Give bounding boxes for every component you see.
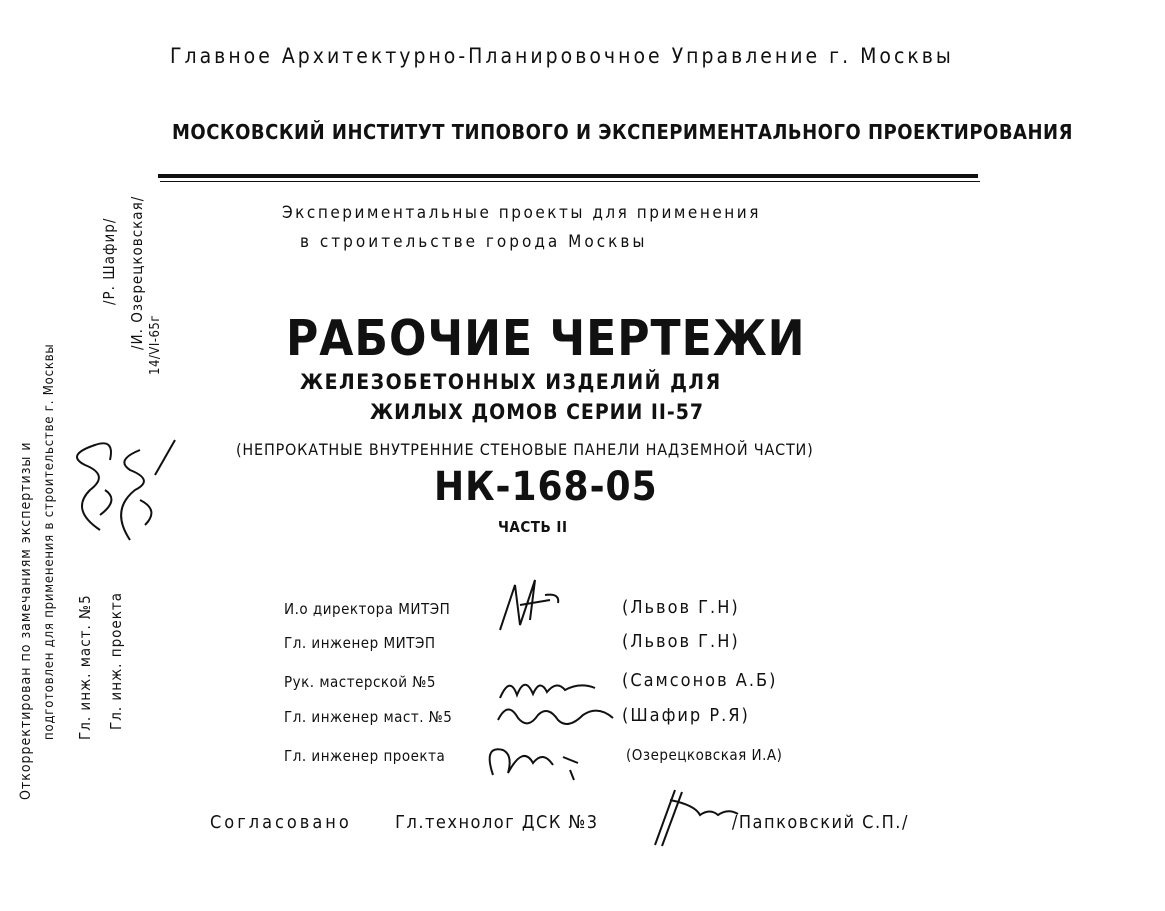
signature-scribble-margin-2 — [100, 430, 180, 550]
signature-scribble-approval — [640, 780, 750, 850]
signature-role: И.о директора МИТЭП — [284, 600, 451, 618]
title-parenthetical: (НЕПРОКАТНЫЕ ВНУТРЕННИЕ СТЕНОВЫЕ ПАНЕЛИ НАДЗЕМНОЙ ЧАСТИ) — [236, 440, 814, 459]
margin-note-5: /Р. Шафир/ — [100, 217, 118, 305]
signature-name: (Озерецковская И.А) — [626, 746, 783, 764]
header-rule-thin — [160, 181, 980, 182]
signature-name: (Львов Г.Н) — [622, 631, 740, 652]
approval-name: /Папковский С.П./ — [731, 812, 909, 833]
experimental-line-1: Экспериментальные проекты для применения — [282, 203, 761, 223]
signature-name: (Львов Г.Н) — [622, 597, 740, 618]
signature-role: Рук. мастерской №5 — [284, 673, 436, 691]
approval-role: Гл.технолог ДСК №3 — [395, 812, 599, 833]
margin-note-3: Гл. инж. маст. №5 — [76, 594, 94, 740]
signature-scribble-project — [478, 735, 588, 785]
part-label: ЧАСТЬ II — [498, 518, 568, 536]
signature-role: Гл. инженер МИТЭП — [284, 634, 436, 652]
margin-date: 14/VI-65г — [148, 314, 163, 375]
margin-note-4: Гл. инж. проекта — [107, 592, 125, 730]
signature-name: (Самсонов А.Б) — [622, 670, 778, 691]
approval-row — [210, 812, 909, 833]
title-subtitle-2: ЖИЛЫХ ДОМОВ СЕРИИ II-57 — [370, 400, 705, 424]
experimental-line-2: в строительстве города Москвы — [300, 232, 648, 252]
signature-role: Гл. инженер маст. №5 — [284, 708, 453, 726]
margin-note-2: подготовлен для применения в строительстве г. Москвы — [42, 343, 57, 740]
title-subtitle-1: ЖЕЛЕЗОБЕТОННЫХ ИЗДЕЛИЙ ДЛЯ — [300, 370, 722, 394]
signature-scribble-shafir — [488, 700, 618, 735]
signature-name: (Шафир Р.Я) — [622, 705, 750, 726]
institute-heading: МОСКОВСКИЙ ИНСТИТУТ ТИПОВОГО И ЭКСПЕРИМЕНТАЛЬНОГО ПРОЕКТИРОВАНИЯ — [172, 120, 1073, 144]
signature-scribble-director — [490, 575, 570, 640]
ministry-heading: Главное Архитектурно-Планировочное Управление г. Москвы — [170, 44, 954, 68]
document-code: НК-168-05 — [434, 464, 658, 510]
header-rule-thick — [158, 174, 978, 178]
margin-note-1: Откорректирован по замечаниям экспертизы и — [18, 441, 34, 800]
margin-note-6: /И. Озерецковская/ — [128, 195, 146, 350]
approval-label: Согласовано — [210, 812, 352, 833]
signature-role: Гл. инженер проекта — [284, 747, 446, 765]
document-title: РАБОЧИЕ ЧЕРТЕЖИ — [286, 310, 806, 367]
